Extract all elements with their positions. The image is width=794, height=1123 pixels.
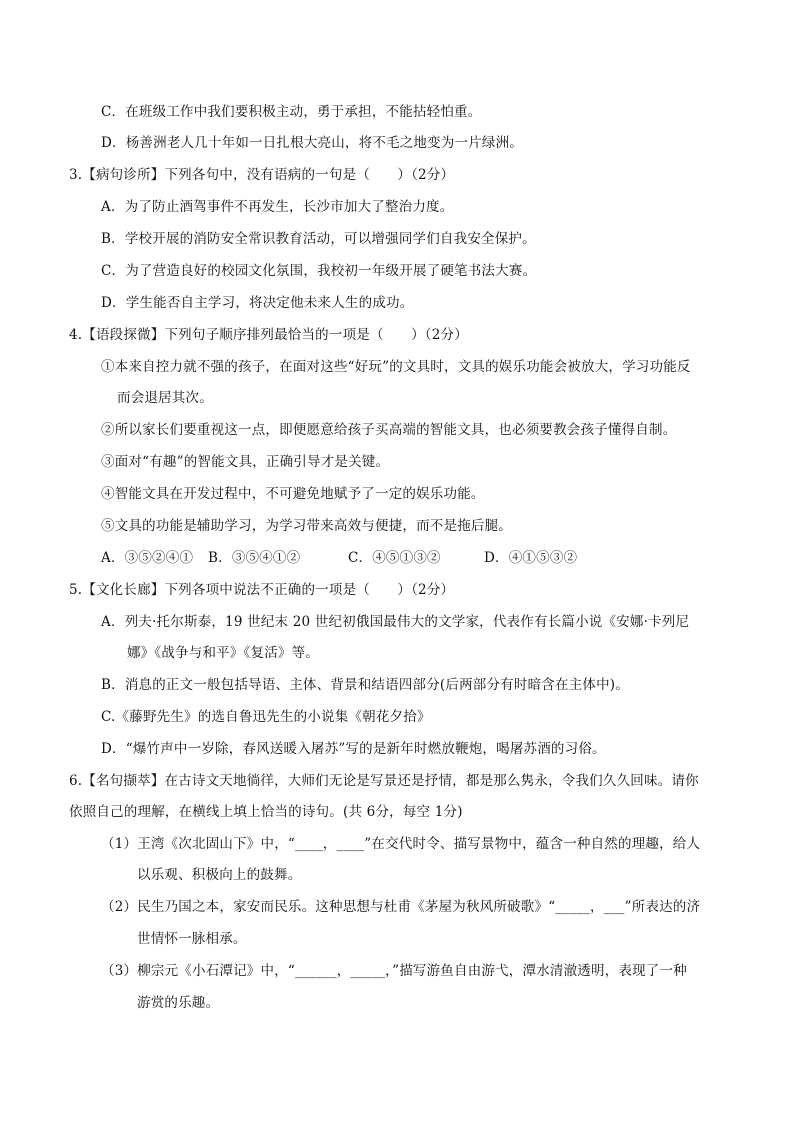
q6-item-2: （2）民生乃国之本，家安而民乐。这种思想与杜甫《茅屋为秋风所破歌》“_____，___”所表达的济 (101, 899, 701, 915)
q6-item-3-cont: 游赏的乐趣。 (137, 995, 220, 1011)
q4-option-d: D．④①⑤③② (484, 550, 578, 566)
q2-option-c: C．在班级工作中我们要积极主动，勇于承担，不能拈轻怕重。 (101, 104, 482, 120)
q5-option-d: D．“爆竹声中一岁除，春风送暖入屠苏”写的是新年时燃放鞭炮，喝屠苏酒的习俗。 (101, 741, 606, 757)
q5-stem: 5.【文化长廊】下列各项中说法不正确的一项是（ ）（2分） (69, 582, 455, 598)
q6-item-3: （3）柳宗元《小石潭记》中，“______，_____，”描写游鱼自由游弋，潭水清澈透明，表现了一种 (101, 963, 687, 979)
q4-stem: 4.【语段探微】下列句子顺序排列最恰当的一项是（ ）（2分） (69, 327, 468, 343)
q4-option-c: C．④⑤①③② (348, 550, 441, 566)
q3-option-c: C．为了营造良好的校园文化氛围，我校初一年级开展了硬笔书法大赛。 (101, 263, 537, 279)
q5-option-a: A．列夫·托尔斯泰，19 世纪末 20 世纪初俄国最伟大的文学家，代表作有长篇小说《安娜·卡列尼 (101, 614, 690, 630)
q4-options (101, 549, 577, 567)
q6-item-1-cont: 以乐观、积极向上的鼓舞。 (137, 867, 302, 883)
q3-stem: 3.【病句诊所】下列各句中，没有语病的一句是（ ）（2分） (69, 167, 455, 183)
q4-sentence-1: ①本来自控力就不强的孩子，在面对这些“好玩”的文具时，文具的娱乐功能会被放大，学习功能反 (101, 359, 691, 375)
q4-option-a: A．③⑤②④① (101, 550, 194, 566)
q4-sentence-5: ⑤文具的功能是辅助学习，为学习带来高效与便捷，而不是拖后腿。 (101, 518, 512, 534)
q4-sentence-4: ④智能文具在开发过程中，不可避免地赋予了一定的娱乐功能。 (101, 486, 485, 502)
q4-sentence-3: ③面对“有趣”的智能文具，正确引导才是关键。 (101, 454, 390, 470)
q4-sentence-1-cont: 而会退居其次。 (117, 390, 213, 406)
q6-stem-cont: 依照自己的理解，在横线上填上恰当的诗句。(共 6分，每空 1分) (69, 804, 463, 820)
q5-option-c: C.《藤野先生》的选自鲁迅先生的小说集《朝花夕拾》 (101, 709, 431, 725)
q3-option-d: D．学生能否自主学习，将决定他未来人生的成功。 (101, 295, 414, 311)
q5-option-a-cont: 娜》《战争与和平》《复活》等。 (127, 645, 319, 661)
q5-option-b: B．消息的正文一般包括导语、主体、背景和结语四部分(后两部分有时暗含在主体中)。 (101, 677, 629, 693)
q3-option-b: B．学校开展的消防安全常识教育活动，可以增强同学们自我安全保护。 (101, 231, 536, 247)
q4-sentence-2: ②所以家长们要重视这一点，即便愿意给孩子买高端的智能文具，也必须要教会孩子懂得自制。 (101, 422, 677, 438)
q4-option-b: B．③⑤④①② (208, 550, 301, 566)
q6-stem: 6.【名句撷萃】在古诗文天地徜徉，大师们无论是写景还是抒情，都是那么隽永，令我们久久回味。请你 (69, 773, 699, 789)
q6-item-2-cont: 世情怀一脉相承。 (137, 931, 247, 947)
q2-option-d: D．杨善洲老人几十年如一日扎根大亮山，将不毛之地变为一片绿洲。 (101, 135, 524, 151)
q6-item-1: （1）王湾《次北固山下》中，“____，____”在交代时令、描写景物中，蕴含一种自然的理趣，给人 (101, 836, 701, 852)
q3-option-a: A．为了防止酒驾事件不再发生，长沙市加大了整治力度。 (101, 199, 454, 215)
